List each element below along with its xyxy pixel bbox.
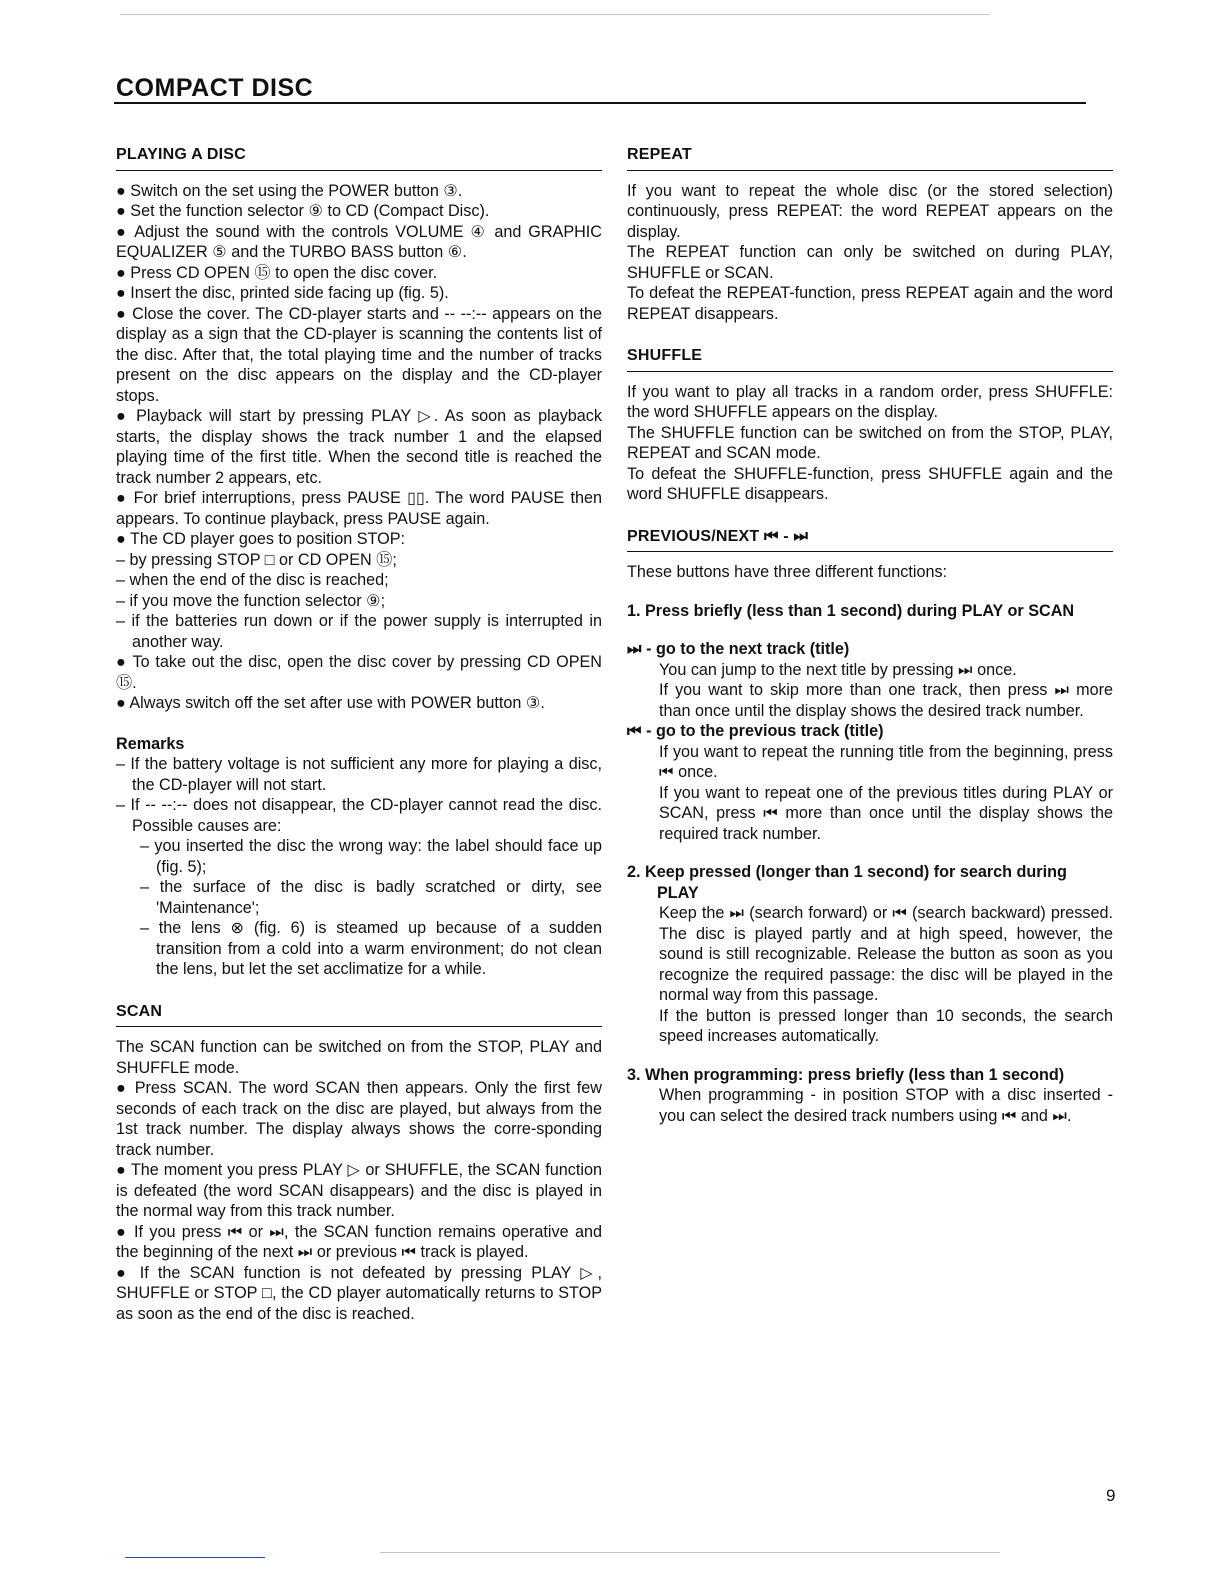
- right-column: [627, 145, 1113, 1126]
- remark-line: – If -- --:-- does not disappear, the CD-player cannot read the disc. Possible causes are:: [116, 796, 602, 835]
- remarks-heading: Remarks: [116, 734, 185, 753]
- playing-line: ● Close the cover. The CD-player starts and -- --:-- appears on the display as a sign that the CD-player is scanning the contents list of the disc. After that, the total playing time and the number of tracks present on the disc appears on the display and the CD-player stops.: [116, 304, 602, 405]
- left-column: [116, 145, 602, 1324]
- playing-line: ● Insert the disc, printed side facing up (fig. 5).: [116, 284, 449, 302]
- previous-track-line: If you want to repeat the running title from the beginning, press ⏮ once.: [659, 742, 1113, 781]
- remark-cause: – the surface of the disc is badly scratched or dirty, see 'Maintenance';: [140, 878, 602, 917]
- footer-rule: [125, 1557, 265, 1558]
- page-number: 9: [1106, 1486, 1116, 1505]
- scan-line: ● The moment you press PLAY ▷ or SHUFFLE, the SCAN function is defeated (the word SCAN disappears) and the disc is played in the normal way from this track number.: [116, 1161, 602, 1220]
- next-track-heading: ⏭ - go to the next track (title): [627, 640, 850, 658]
- previous-track-heading: ⏮ - go to the previous track (title): [627, 722, 884, 740]
- playing-heading: PLAYING A DISC: [116, 145, 602, 171]
- playing-line: ● To take out the disc, open the disc cover by pressing CD OPEN ⑮.: [116, 653, 602, 692]
- playing-line: ● For brief interruptions, press PAUSE ▯▯. The word PAUSE then appears. To continue playback, press PAUSE again.: [116, 489, 602, 528]
- remark-cause: – you inserted the disc the wrong way: the label should face up (fig. 5);: [140, 837, 602, 876]
- stop-condition: – when the end of the disc is reached;: [116, 571, 389, 589]
- scan-heading: SCAN: [116, 1002, 602, 1028]
- scan-artifact-top: [120, 14, 990, 15]
- remark-cause: – the lens ⊗ (fig. 6) is steamed up because of a sudden transition from a cold into a warm environment; do not clean the lens, but let the set acclimatize for a while.: [140, 919, 602, 978]
- prevnext-intro: These buttons have three different functions:: [627, 563, 948, 581]
- page-title: COMPACT DISC: [116, 74, 314, 102]
- repeat-line: If you want to repeat the whole disc (or the stored selection) continuously, press REPEAT: the word REPEAT appears on the display.: [627, 181, 1113, 241]
- next-track-line: You can jump to the next title by pressing ⏭ once.: [659, 660, 1017, 679]
- search-line: Keep the ⏭ (search forward) or ⏮ (search backward) pressed. The disc is played partly and at high speed, however, the sound is still recognizable. Release the button as soon as you recognize the required passage: the disc will be played in the normal way from this passage.: [659, 904, 1113, 1004]
- function-3-heading: 3. When programming: press briefly (less than 1 second): [627, 1065, 1065, 1084]
- scan-line: ● If the SCAN function is not defeated by pressing PLAY ▷, SHUFFLE or STOP □, the CD player automatically returns to STOP as soon as the end of the disc is reached.: [116, 1263, 602, 1323]
- stop-condition: – if the batteries run down or if the power supply is interrupted in another way.: [116, 612, 602, 651]
- playing-line: ● Playback will start by pressing PLAY ▷. As soon as playback starts, the display shows the track number 1 and the elapsed playing time of the first title. When the second title is reached the track number 2 appears, etc.: [116, 407, 602, 487]
- previous-track-line: If you want to repeat one of the previous titles during PLAY or SCAN, press ⏮ more than once until the display shows the required track number.: [659, 783, 1113, 843]
- function-1-heading: 1. Press briefly (less than 1 second) during PLAY or SCAN: [627, 601, 1075, 620]
- playing-line: ● Set the function selector ⑨ to CD (Compact Disc).: [116, 202, 490, 220]
- scan-line: ● Press SCAN. The word SCAN then appears. Only the first few seconds of each track on the disc are played, but always from the 1st track number. The display always shows the corre-sponding track number.: [116, 1079, 602, 1159]
- scan-artifact-bottom: [380, 1552, 1000, 1553]
- shuffle-line: The SHUFFLE function can be switched on from the STOP, PLAY, REPEAT and SCAN mode.: [627, 423, 1113, 462]
- stop-condition: – by pressing STOP □ or CD OPEN ⑮;: [116, 550, 397, 569]
- prevnext-heading: PREVIOUS/NEXT ⏮ - ⏭: [627, 527, 1113, 553]
- repeat-heading: REPEAT: [627, 145, 1113, 171]
- playing-line: ● Press CD OPEN ⑮ to open the disc cover.: [116, 263, 438, 282]
- next-track-line: If you want to skip more than one track, then press ⏭ more than once until the display shows the desired track number.: [659, 681, 1113, 720]
- stop-condition: – if you move the function selector ⑨;: [116, 591, 386, 610]
- scan-line: ● If you press ⏮ or ⏭, the SCAN function remains operative and the beginning of the next ⏭ or previous ⏮ track is played.: [116, 1222, 602, 1261]
- playing-line: ● Always switch off the set after use with POWER button ③.: [116, 694, 545, 712]
- playing-line: ● The CD player goes to position STOP:: [116, 530, 406, 548]
- playing-line: ● Switch on the set using the POWER button ③.: [116, 181, 463, 200]
- shuffle-line: To defeat the SHUFFLE-function, press SHUFFLE again and the word SHUFFLE disappears.: [627, 464, 1113, 503]
- repeat-line: To defeat the REPEAT-function, press REPEAT again and the word REPEAT disappears.: [627, 284, 1113, 323]
- playing-line: ● Adjust the sound with the controls VOLUME ④ and GRAPHIC EQUALIZER ⑤ and the TURBO BASS button ⑥.: [116, 222, 602, 261]
- search-line: If the button is pressed longer than 10 seconds, the search speed increases automatically.: [659, 1006, 1113, 1045]
- shuffle-line: If you want to play all tracks in a random order, press SHUFFLE: the word SHUFFLE appears on the display.: [627, 382, 1113, 421]
- remark-line: – If the battery voltage is not sufficient any more for playing a disc, the CD-player will not start.: [116, 755, 602, 794]
- shuffle-heading: SHUFFLE: [627, 346, 1113, 372]
- programming-line: When programming - in position STOP with a disc inserted - you can select the desired track numbers using ⏮ and ⏭.: [659, 1086, 1113, 1125]
- function-2-heading: 2. Keep pressed (longer than 1 second) for search during PLAY: [627, 863, 1067, 902]
- scan-line: The SCAN function can be switched on from the STOP, PLAY and SHUFFLE mode.: [116, 1038, 602, 1077]
- title-rule: [114, 102, 1086, 104]
- repeat-line: The REPEAT function can only be switched on during PLAY, SHUFFLE or SCAN.: [627, 243, 1113, 282]
